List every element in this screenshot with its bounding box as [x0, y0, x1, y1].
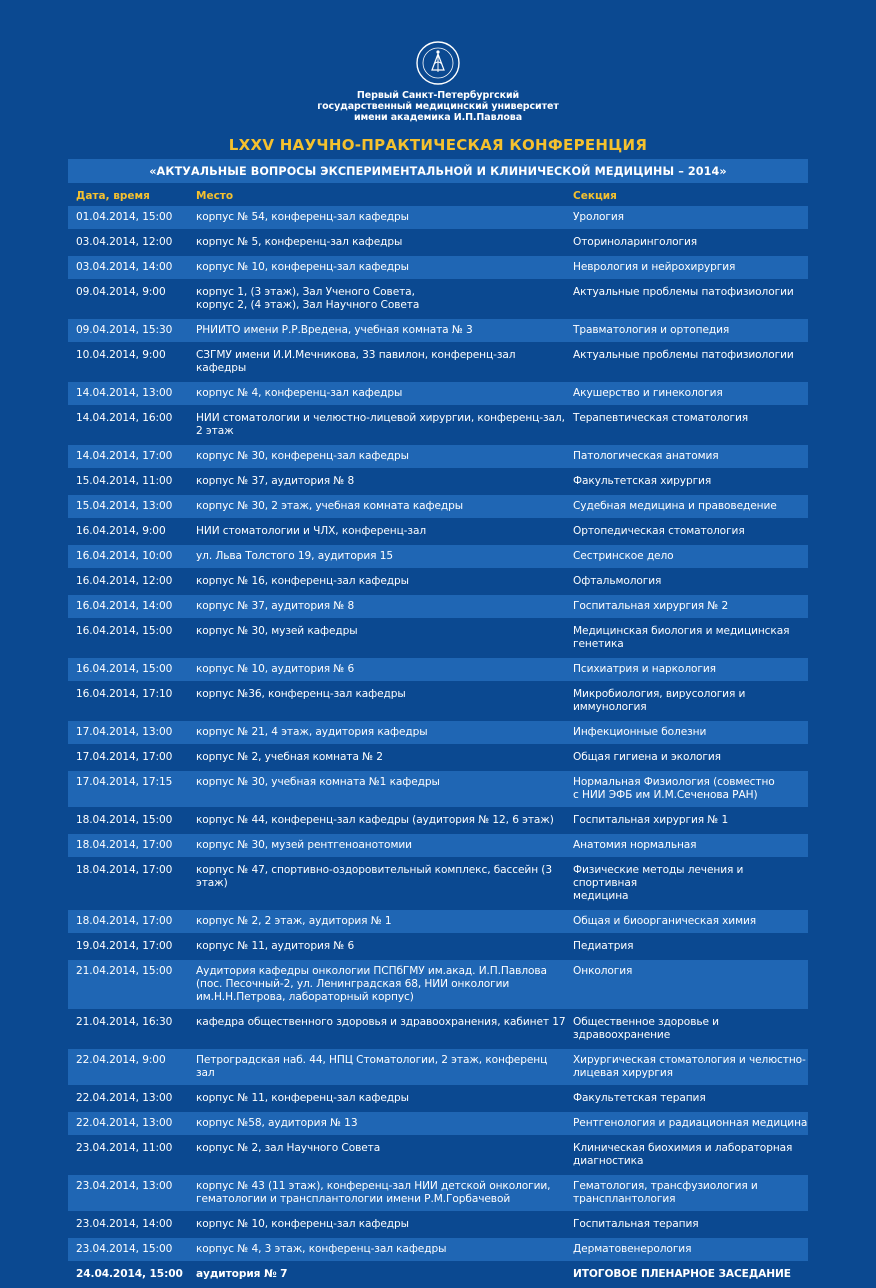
row-section: Инфекционные болезни: [573, 726, 707, 738]
row-section: Травматология и ортопедия: [573, 324, 730, 336]
row-place: НИИ стоматологии и челюстно-лицевой хирургии, конференц-зал, 2 этаж: [196, 412, 565, 437]
row-place: корпус № 11, конференц-зал кафедры: [196, 1092, 409, 1104]
row-date: 18.04.2014, 15:00: [76, 814, 173, 826]
row-place: корпус № 21, 4 этаж, аудитория кафедры: [196, 726, 428, 738]
table-row: [68, 1175, 808, 1211]
table-row: [68, 319, 808, 342]
row-date: 18.04.2014, 17:00: [76, 839, 173, 851]
row-date: 21.04.2014, 15:00: [76, 965, 173, 977]
row-date: 22.04.2014, 13:00: [76, 1117, 173, 1129]
row-place: корпус № 10, конференц-зал кафедры: [196, 1218, 409, 1230]
row-section: Онкология: [573, 965, 633, 977]
row-place: корпус № 30, музей рентгеноанотомии: [196, 839, 412, 851]
table-row: [68, 910, 808, 933]
row-place: корпус № 4, конференц-зал кафедры: [196, 387, 403, 399]
row-date: 22.04.2014, 13:00: [76, 1092, 173, 1104]
table-row: [68, 520, 808, 543]
row-place: корпус № 30, музей кафедры: [196, 625, 358, 637]
row-section: Актуальные проблемы патофизиологии: [573, 349, 794, 361]
row-section: Физические методы лечения и спортивная медицина: [573, 864, 744, 902]
row-date: 16.04.2014, 17:10: [76, 688, 173, 700]
row-section: Медицинская биология и медицинская генетика: [573, 625, 790, 650]
row-place: СЗГМУ имени И.И.Мечникова, 33 павилон, конференц-зал кафедры: [196, 349, 516, 374]
header-date: Дата, время: [76, 190, 150, 202]
table-row: [68, 595, 808, 618]
row-date: 15.04.2014, 11:00: [76, 475, 173, 487]
row-date: 03.04.2014, 14:00: [76, 261, 173, 273]
header-place: Место: [196, 190, 234, 202]
row-place: корпус № 47, спортивно-оздоровительный комплекс, бассейн (3 этаж): [196, 864, 552, 889]
row-date: 23.04.2014, 11:00: [76, 1142, 173, 1154]
table-row: [68, 620, 808, 656]
table-row: [68, 960, 808, 1009]
row-date: 09.04.2014, 9:00: [76, 286, 166, 298]
university-name-line2: государственный медицинский университет: [317, 101, 559, 112]
table-row: [68, 206, 808, 229]
row-place: корпус № 43 (11 этаж), конференц-зал НИИ детской онкологии, гематологии и трансплантологии имени Р.М.Горбачевой: [196, 1180, 551, 1205]
university-name: [317, 90, 558, 123]
row-place: Петроградская наб. 44, НПЦ Стоматологии, 2 этаж, конференц зал: [196, 1054, 548, 1079]
header-block: [0, 40, 876, 123]
row-section: Госпитальная хирургия № 2: [573, 600, 729, 612]
row-place: корпус № 10, конференц-зал кафедры: [196, 261, 409, 273]
row-place: корпус № 11, аудитория № 6: [196, 940, 355, 952]
row-date: 21.04.2014, 16:30: [76, 1016, 173, 1028]
row-section: Рентгенология и радиационная медицина: [573, 1117, 808, 1129]
row-date: 16.04.2014, 15:00: [76, 663, 173, 675]
table-header: [68, 186, 808, 206]
row-date: 23.04.2014, 15:00: [76, 1243, 173, 1255]
row-place: корпус № 30, конференц-зал кафедры: [196, 450, 409, 462]
row-section: Хирургическая стоматология и челюстно- лицевая хирургия: [573, 1054, 806, 1079]
row-date: 14.04.2014, 17:00: [76, 450, 173, 462]
conference-subtitle: «АКТУАЛЬНЫЕ ВОПРОСЫ ЭКСПЕРИМЕНТАЛЬНОЙ И КЛИНИЧЕСКОЙ МЕДИЦИНЫ – 2014»: [68, 159, 808, 183]
university-emblem-icon: [415, 40, 461, 86]
row-section: Оториноларингология: [573, 236, 698, 248]
row-section: Общая гигиена и экология: [573, 751, 721, 763]
row-section: Терапевтическая стоматология: [573, 412, 749, 424]
table-row: [68, 721, 808, 744]
row-section: Факультетская хирургия: [573, 475, 712, 487]
row-section: Неврология и нейрохирургия: [573, 261, 736, 273]
row-place: корпус № 16, конференц-зал кафедры: [196, 575, 409, 587]
row-place: аудитория № 7: [196, 1268, 288, 1280]
row-place: кафедра общественного здоровья и здравоохранения, кабинет 17: [196, 1016, 566, 1028]
table-row: [68, 281, 808, 317]
row-date: 16.04.2014, 15:00: [76, 625, 173, 637]
table-row: [68, 570, 808, 593]
row-date: 15.04.2014, 13:00: [76, 500, 173, 512]
row-section: Клиническая биохимия и лабораторная диагностика: [573, 1142, 793, 1167]
row-date: 14.04.2014, 16:00: [76, 412, 173, 424]
schedule-table: [68, 186, 808, 1288]
row-section: Ортопедическая стоматология: [573, 525, 745, 537]
table-row: [68, 545, 808, 568]
table-row: [68, 809, 808, 832]
university-name-line1: Первый Санкт-Петербургский: [356, 90, 520, 101]
row-section: Актуальные проблемы патофизиологии: [573, 286, 794, 298]
row-section: Психиатрия и наркология: [573, 663, 716, 675]
row-section: Гематология, трансфузиология и трансплантология: [573, 1180, 758, 1205]
row-date: 18.04.2014, 17:00: [76, 915, 173, 927]
table-row: [68, 935, 808, 958]
header-section: Секция: [573, 190, 617, 202]
row-section: Общественное здоровье и здравоохранение: [573, 1016, 719, 1041]
row-place: корпус № 5, конференц-зал кафедры: [196, 236, 403, 248]
row-place: корпус № 37, аудитория № 8: [196, 475, 355, 487]
row-place: Аудитория кафедры онкологии ПСПбГМУ им.акад. И.П.Павлова (пос. Песочный-2, ул. Ленинградская 68, НИИ онкологии им.Н.Н.Петрова, лабораторный корпус): [196, 965, 547, 1003]
table-row: [68, 859, 808, 908]
table-row: [68, 382, 808, 405]
row-date: 16.04.2014, 14:00: [76, 600, 173, 612]
row-place: корпус № 30, учебная комната №1 кафедры: [196, 776, 440, 788]
row-section: Анатомия нормальная: [573, 839, 697, 851]
row-place: корпус №58, аудитория № 13: [196, 1117, 358, 1129]
row-date: 10.04.2014, 9:00: [76, 349, 166, 361]
table-row: [68, 407, 808, 443]
row-date: 16.04.2014, 9:00: [76, 525, 166, 537]
row-place: НИИ стоматологии и ЧЛХ, конференц-зал: [196, 525, 427, 537]
table-row: [68, 834, 808, 857]
row-section: Общая и биоорганическая химия: [573, 915, 757, 927]
row-place: корпус № 4, 3 этаж, конференц-зал кафедры: [196, 1243, 447, 1255]
row-date: 09.04.2014, 15:30: [76, 324, 173, 336]
row-place: корпус № 54, конференц-зал кафедры: [196, 211, 409, 223]
row-place: корпус № 30, 2 этаж, учебная комната кафедры: [196, 500, 463, 512]
row-date: 01.04.2014, 15:00: [76, 211, 173, 223]
row-place: корпус №36, конференц-зал кафедры: [196, 688, 406, 700]
table-row: [68, 1137, 808, 1173]
table-row: [68, 1087, 808, 1110]
table-row-final: [68, 1263, 808, 1286]
row-place: корпус № 37, аудитория № 8: [196, 600, 355, 612]
row-date: 17.04.2014, 17:00: [76, 751, 173, 763]
table-row: [68, 1049, 808, 1085]
row-section: Урология: [573, 211, 624, 223]
row-date: 23.04.2014, 13:00: [76, 1180, 173, 1192]
row-place: корпус № 2, учебная комната № 2: [196, 751, 383, 763]
row-section: Судебная медицина и правоведение: [573, 500, 777, 512]
university-name-line3: имени академика И.П.Павлова: [353, 112, 523, 123]
row-place: корпус 1, (3 этаж), Зал Ученого Совета, корпус 2, (4 этаж), Зал Научного Совета: [196, 286, 420, 311]
table-row: [68, 658, 808, 681]
row-section: Госпитальная терапия: [573, 1218, 699, 1230]
table-body: [68, 206, 808, 1286]
row-section: Факультетская терапия: [573, 1092, 706, 1104]
row-place: корпус № 44, конференц-зал кафедры (аудитория № 12, 6 этаж): [196, 814, 554, 826]
table-row: [68, 256, 808, 279]
row-date: 17.04.2014, 13:00: [76, 726, 173, 738]
table-row: [68, 683, 808, 719]
row-section: Педиатрия: [573, 940, 634, 952]
table-row: [68, 495, 808, 518]
table-row: [68, 470, 808, 493]
row-place: корпус № 2, 2 этаж, аудитория № 1: [196, 915, 392, 927]
row-section: Офтальмология: [573, 575, 662, 587]
row-section: Нормальная Физиология (совместно с НИИ ЭФБ им И.М.Сеченова РАН): [573, 776, 775, 801]
row-date: 22.04.2014, 9:00: [76, 1054, 166, 1066]
table-row: [68, 771, 808, 807]
row-section: Микробиология, вирусология и иммунология: [573, 688, 746, 713]
row-section: Патологическая анатомия: [573, 450, 719, 462]
row-place: РНИИТО имени Р.Р.Вредена, учебная комната № 3: [196, 324, 473, 336]
row-date: 19.04.2014, 17:00: [76, 940, 173, 952]
row-date: 24.04.2014, 15:00: [76, 1268, 183, 1280]
row-date: 03.04.2014, 12:00: [76, 236, 173, 248]
table-row: [68, 1112, 808, 1135]
table-row: [68, 344, 808, 380]
row-section: ИТОГОВОЕ ПЛЕНАРНОЕ ЗАСЕДАНИЕ: [573, 1268, 791, 1280]
row-date: 18.04.2014, 17:00: [76, 864, 173, 876]
table-row: [68, 746, 808, 769]
row-section: Дерматовенерология: [573, 1243, 692, 1255]
row-place: корпус № 2, зал Научного Совета: [196, 1142, 381, 1154]
table-row: [68, 1011, 808, 1047]
table-row: [68, 445, 808, 468]
table-row: [68, 1238, 808, 1261]
row-date: 16.04.2014, 10:00: [76, 550, 173, 562]
row-section: Госпитальная хирургия № 1: [573, 814, 729, 826]
row-date: 14.04.2014, 13:00: [76, 387, 173, 399]
row-date: 17.04.2014, 17:15: [76, 776, 173, 788]
row-place: ул. Льва Толстого 19, аудитория 15: [196, 550, 393, 562]
row-date: 23.04.2014, 14:00: [76, 1218, 173, 1230]
row-section: Сестринское дело: [573, 550, 674, 562]
row-place: корпус № 10, аудитория № 6: [196, 663, 355, 675]
row-section: Акушерство и гинекология: [573, 387, 723, 399]
row-date: 16.04.2014, 12:00: [76, 575, 173, 587]
table-row: [68, 231, 808, 254]
conference-title: LXXV НАУЧНО-ПРАКТИЧЕСКАЯ КОНФЕРЕНЦИЯ: [228, 136, 648, 154]
